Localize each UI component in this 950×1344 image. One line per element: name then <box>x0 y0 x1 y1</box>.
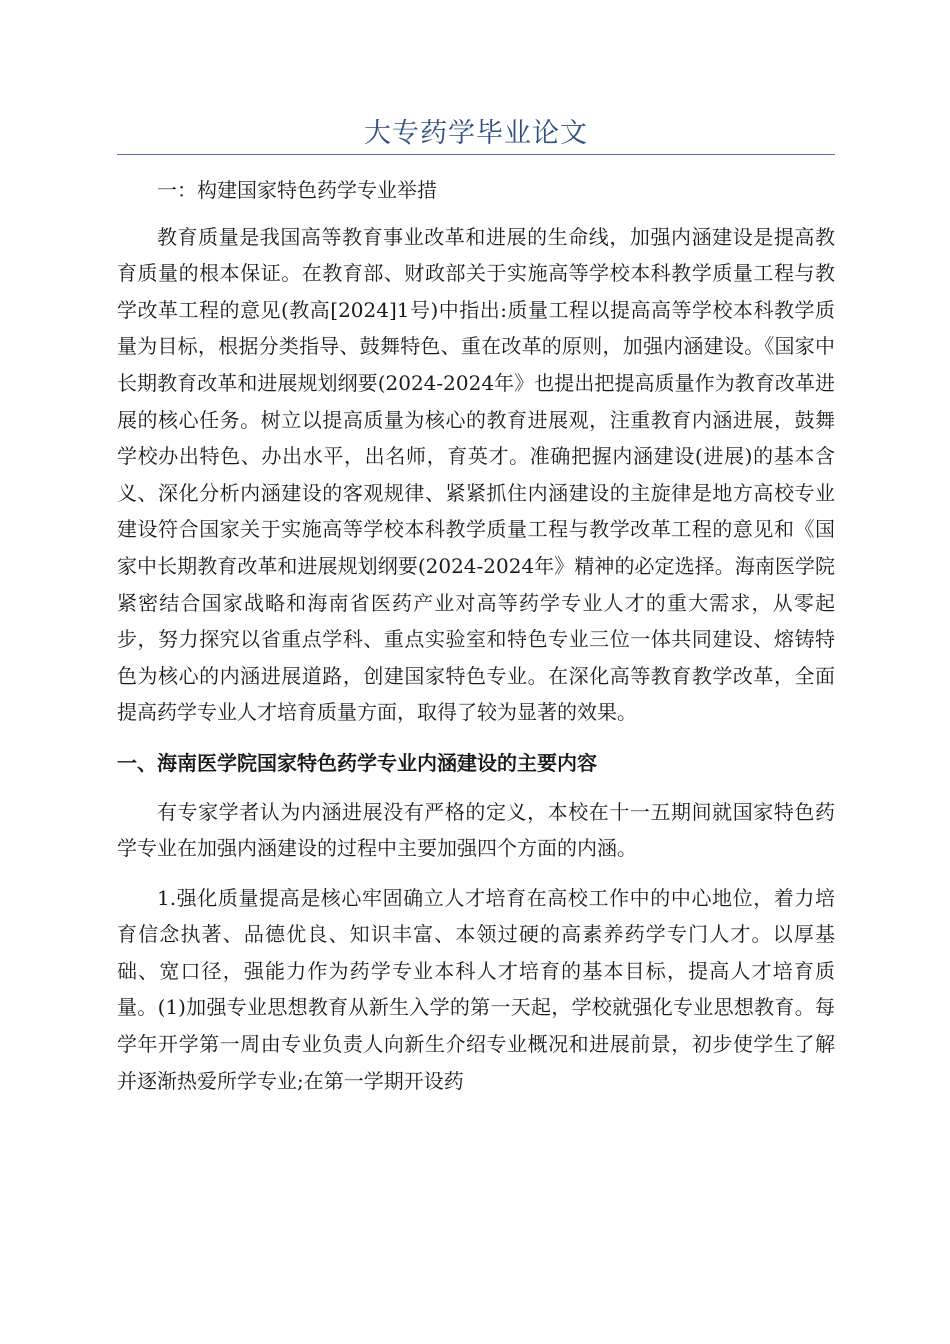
title-underline <box>117 154 835 155</box>
document-title: 大专药学毕业论文 <box>364 118 588 149</box>
section-heading: 一、海南医学院国家特色药学专业内涵建设的主要内容 <box>117 750 597 775</box>
paragraph-intro: 教育质量是我国高等教育事业改革和进展的生命线，加强内涵建设是提高教育质量的根本保证。在教育部、财政部关于实施高等学校本科教学质量工程与教学改革工程的意见(教高[2024]1号)中指出:质量工程以提高高等学校本科教学质量为目标，根据分类指导、鼓舞特色、重在改革的原则，加强内涵建设。《国家中长期教育改革和进展规划纲要(2024-2024年》也提出把提高质量作为教育改革进展的核心任务。树立以提高质量为核心的教育进展观，注重教育内涵进展，鼓舞学校办出特色、办出水平，出名师，育英才。准确把握内涵建设(进展)的基本含义、深化分析内涵建设的客观规律、紧紧抓住内涵建设的主旋律是地方高校专业建设符合国家关于实施高等学校本科教学质量工程与教学改革工程的意见和《国家中长期教育改革和进展规划纲要(2024-2024年》精神的必定选择。海南医学院紧密结合国家战略和海南省医药产业对高等药学专业人才的重大需求，从零起步，努力探究以省重点学科、重点实验室和特色专业三位一体共同建设、熔铸特色为核心的内涵进展道路，创建国家特色专业。在深化高等教育教学改革，全面提高药学专业人才培育质量方面，取得了较为显著的效果。 <box>117 224 835 725</box>
paragraph-section-intro: 有专家学者认为内涵进展没有严格的定义，本校在十一五期间就国家特色药学专业在加强内涵建设的过程中主要加强四个方面的内涵。 <box>117 799 835 861</box>
document-body <box>117 172 835 1099</box>
paragraph-quality: 1.强化质量提高是核心牢固确立人才培育在高校工作中的中心地位，着力培育信念执著、品德优良、知识丰富、本领过硬的高素养药学专门人才。以厚基础、宽口径，强能力作为药学专业本科人才培育的基本目标，提高人才培育质量。(1)加强专业思想教育从新生入学的第一天起，学校就强化专业思想教育。每学年开学第一周由专业负责人向新生介绍专业概况和进展前景，初步使学生了解并逐渐热爱所学专业;在第一学期开设药 <box>117 885 835 1093</box>
subheading: 一：构建国家特色药学专业举措 <box>157 178 437 202</box>
